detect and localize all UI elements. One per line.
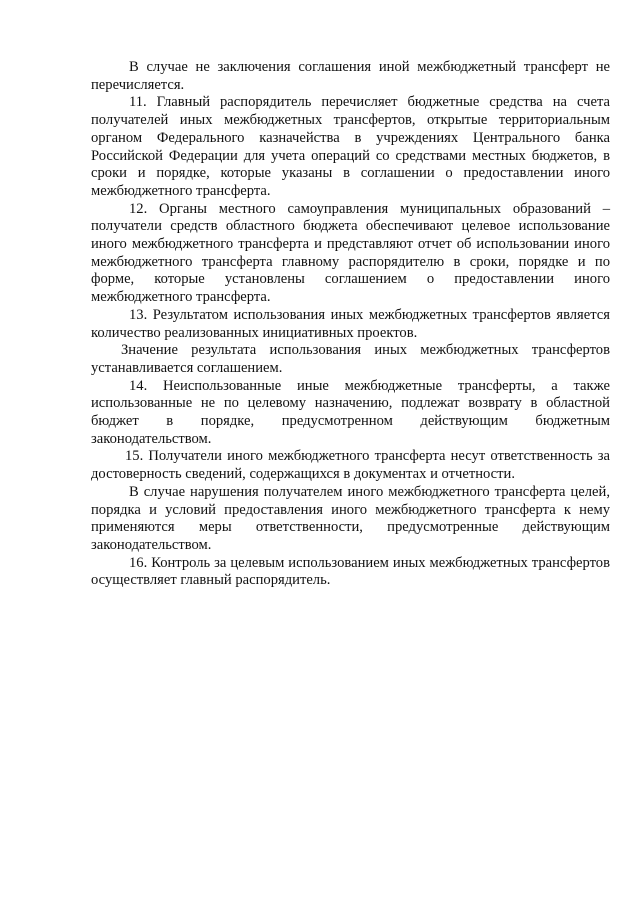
paragraph-result-value: Значение результата использования иных межбюджетных трансфертов устанавливается соглашением. bbox=[91, 342, 610, 376]
paragraph-15: 15. Получатели иного межбюджетного трансферта несут ответственность за достоверность сведений, содержащихся в документах и отчетности. bbox=[91, 448, 610, 483]
document-page bbox=[91, 59, 610, 590]
paragraph-no-agreement: В случае не заключения соглашения иной межбюджетный трансферт не перечисляется. bbox=[91, 59, 610, 93]
paragraph-violation: В случае нарушения получателем иного межбюджетного трансферта целей, порядка и условий предоставления иного межбюджетного трансферта к нему применяются меры ответственности, предусмотренные действующим законодательством. bbox=[91, 483, 610, 553]
paragraph-13: 13. Результатом использования иных межбюджетных трансфертов является количество реализованных инициативных проектов. bbox=[91, 306, 610, 341]
paragraph-12: 12. Органы местного самоуправления муниципальных образований – получатели средств областного бюджета обеспечивают целевое использование иного межбюджетного трансферта и представляют отчет об использовании иного межбюджетного трансферта главному распорядителю в сроки, порядке и по форме, которые установлены соглашением о предоставлении иного межбюджетного трансферта. bbox=[91, 200, 610, 306]
paragraph-11: 11. Главный распорядитель перечисляет бюджетные средства на счета получателей иных межбюджетных трансфертов, открытые территориальным органом Федерального казначейства в учреждениях Центрального банка Российской Федерации для учета операций со средствами местных бюджетов, в сроки и порядке, которые указаны в соглашении о предоставлении иного межбюджетного трансферта. bbox=[91, 94, 610, 199]
paragraph-14: 14. Неиспользованные иные межбюджетные трансферты, а также использованные не по целевому назначению, подлежат возврату в областной бюджет в порядке, предусмотренном действующим бюджетным законодательством. bbox=[91, 377, 610, 447]
paragraph-16: 16. Контроль за целевым использованием иных межбюджетных трансфертов осуществляет главный распорядитель. bbox=[91, 554, 610, 589]
